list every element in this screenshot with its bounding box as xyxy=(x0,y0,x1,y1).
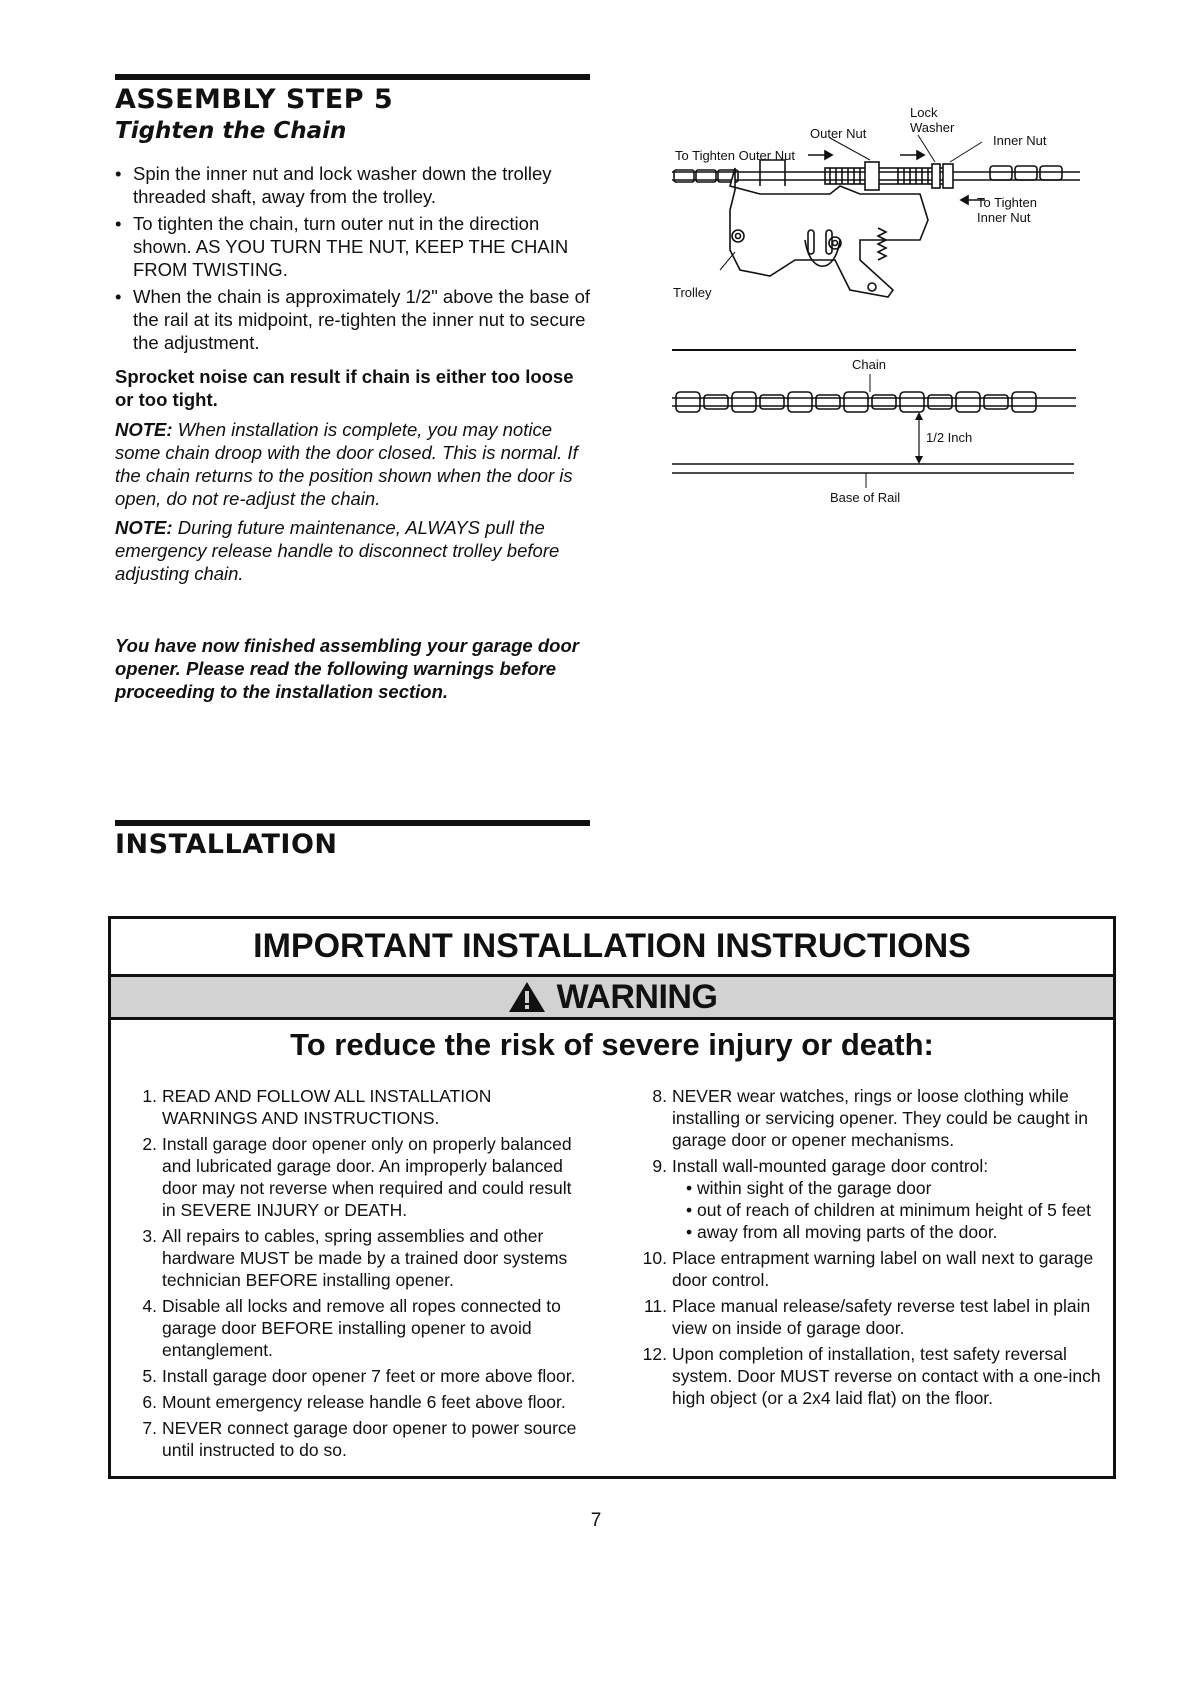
item-text: All repairs to cables, spring assemblies and other hardware MUST be made by a trained door systems technician BEFORE installing opener. xyxy=(162,1226,568,1290)
item-text: NEVER wear watches, rings or loose clothing while installing or servicing opener. They could be caught in garage door or opener mechanisms. xyxy=(672,1086,1089,1150)
item-text: Place entrapment warning label on wall next to garage door control. xyxy=(672,1248,1094,1290)
note-2 xyxy=(115,516,595,585)
note-text: When installation is complete, you may notice some chain droop with the door closed. This is normal. If the chain returns to the position shown when the door is open, do not re-adjust the chain. xyxy=(115,419,578,509)
item-number: 9. xyxy=(652,1156,667,1176)
instruction-item xyxy=(125,1133,585,1221)
instruction-item xyxy=(125,1225,585,1291)
label-inner-nut-2: Inner Nut xyxy=(977,210,1031,225)
instruction-item xyxy=(125,1417,585,1461)
item-number: 5. xyxy=(142,1366,157,1386)
instruction-item xyxy=(635,1343,1110,1409)
chain-diagram xyxy=(660,100,1090,520)
note-label: NOTE: xyxy=(115,419,173,440)
dimension-arrow-bottom xyxy=(915,456,923,464)
note-1 xyxy=(115,418,595,510)
instruction-item xyxy=(125,1085,585,1129)
step-item: • To tighten the chain, turn outer nut in the direction shown. AS YOU TURN THE NUT, KEEP THE CHAIN FROM TWISTING. xyxy=(115,212,595,281)
tighten-outer-arrow xyxy=(808,151,832,159)
label-inner-nut: Inner Nut xyxy=(993,133,1047,148)
warning-triangle-icon xyxy=(507,980,547,1014)
item-number: 11. xyxy=(643,1296,667,1316)
instructions-right-column xyxy=(635,1085,1110,1413)
label-to-tighten-outer-nut: To Tighten Outer Nut xyxy=(675,148,795,163)
section-subtitle: Tighten the Chain xyxy=(115,118,347,144)
label-lock: Lock xyxy=(910,105,938,120)
step-item: • Spin the inner nut and lock washer down the trolley threaded shaft, away from the trolley. xyxy=(115,162,595,208)
box-title: IMPORTANT INSTALLATION INSTRUCTIONS xyxy=(253,927,971,965)
instruction-item xyxy=(635,1085,1110,1151)
item-text: READ AND FOLLOW ALL INSTALLATION WARNINGS AND INSTRUCTIONS. xyxy=(162,1086,492,1128)
item-number: 2. xyxy=(142,1134,157,1154)
label-chain: Chain xyxy=(852,357,886,372)
item-text: Install garage door opener 7 feet or more above floor. xyxy=(162,1366,576,1386)
sub-item: • out of reach of children at minimum height of 5 feet xyxy=(686,1200,1091,1220)
instruction-item xyxy=(125,1295,585,1361)
note-label: NOTE: xyxy=(115,517,173,538)
item-number: 10. xyxy=(642,1248,667,1268)
sub-item: • away from all moving parts of the door. xyxy=(686,1222,998,1242)
item-text: NEVER connect garage door opener to power source until instructed to do so. xyxy=(162,1418,577,1460)
instruction-item xyxy=(125,1365,585,1387)
item-number: 3. xyxy=(142,1226,157,1246)
label-base-of-rail: Base of Rail xyxy=(830,490,901,505)
item-number: 6. xyxy=(142,1392,157,1412)
sprocket-warning: Sprocket noise can result if chain is either too loose or too tight. xyxy=(115,366,574,410)
instruction-item xyxy=(635,1247,1110,1291)
sub-item: • within sight of the garage door xyxy=(686,1178,932,1198)
installation-title: INSTALLATION xyxy=(115,829,338,860)
instruction-item xyxy=(635,1295,1110,1339)
step-list xyxy=(115,162,595,358)
item-number: 12. xyxy=(642,1344,667,1364)
label-washer: Washer xyxy=(910,120,955,135)
installation-rule xyxy=(115,820,590,826)
dimension-arrow-top xyxy=(915,412,923,420)
item-text: Install wall-mounted garage door control: xyxy=(672,1156,989,1176)
item-number: 4. xyxy=(142,1296,157,1316)
instructions-left-column xyxy=(125,1085,585,1465)
risk-heading: To reduce the risk of severe injury or death: xyxy=(290,1027,934,1062)
item-text: Disable all locks and remove all ropes connected to garage door BEFORE installing opener to avoid entanglement. xyxy=(162,1296,561,1360)
item-number: 1. xyxy=(142,1086,157,1106)
page-number: 7 xyxy=(590,1510,602,1531)
label-outer-nut: Outer Nut xyxy=(810,126,867,141)
label-trolley: Trolley xyxy=(673,285,712,300)
note-text: During future maintenance, ALWAYS pull the emergency release handle to disconnect trolley before adjusting chain. xyxy=(115,517,560,584)
item-text: Mount emergency release handle 6 feet above floor. xyxy=(162,1392,566,1412)
top-rule xyxy=(115,74,590,80)
instructions-box xyxy=(108,916,1116,1479)
item-text: Upon completion of installation, test safety reversal system. Door MUST reverse on contact with a one-inch high object (or a 2x4 laid flat) on the floor. xyxy=(672,1344,1101,1408)
label-half-inch: 1/2 Inch xyxy=(926,430,973,445)
finished-notice: You have now finished assembling your garage door opener. Please read the following warnings before proceeding to the installation section. xyxy=(115,635,579,702)
label-to-tighten: To Tighten xyxy=(977,195,1037,210)
warning-band xyxy=(111,974,1113,1020)
item-text: Place manual release/safety reverse test label in plain view on inside of garage door. xyxy=(672,1296,1091,1338)
item-number: 7. xyxy=(142,1418,157,1438)
step-item: • When the chain is approximately 1/2" above the base of the rail at its midpoint, re-tighten the inner nut to secure the adjustment. xyxy=(115,285,595,354)
instruction-item xyxy=(125,1391,585,1413)
warning-label: WARNING xyxy=(556,977,718,1016)
lock-washer-arrow xyxy=(900,151,924,159)
section-title: ASSEMBLY STEP 5 xyxy=(115,84,394,115)
item-number: 8. xyxy=(652,1086,667,1106)
instruction-item xyxy=(635,1155,1110,1243)
item-text: Install garage door opener only on properly balanced and lubricated garage door. An improperly balanced door may not reverse when required and could result in SEVERE INJURY or DEATH. xyxy=(162,1134,572,1220)
